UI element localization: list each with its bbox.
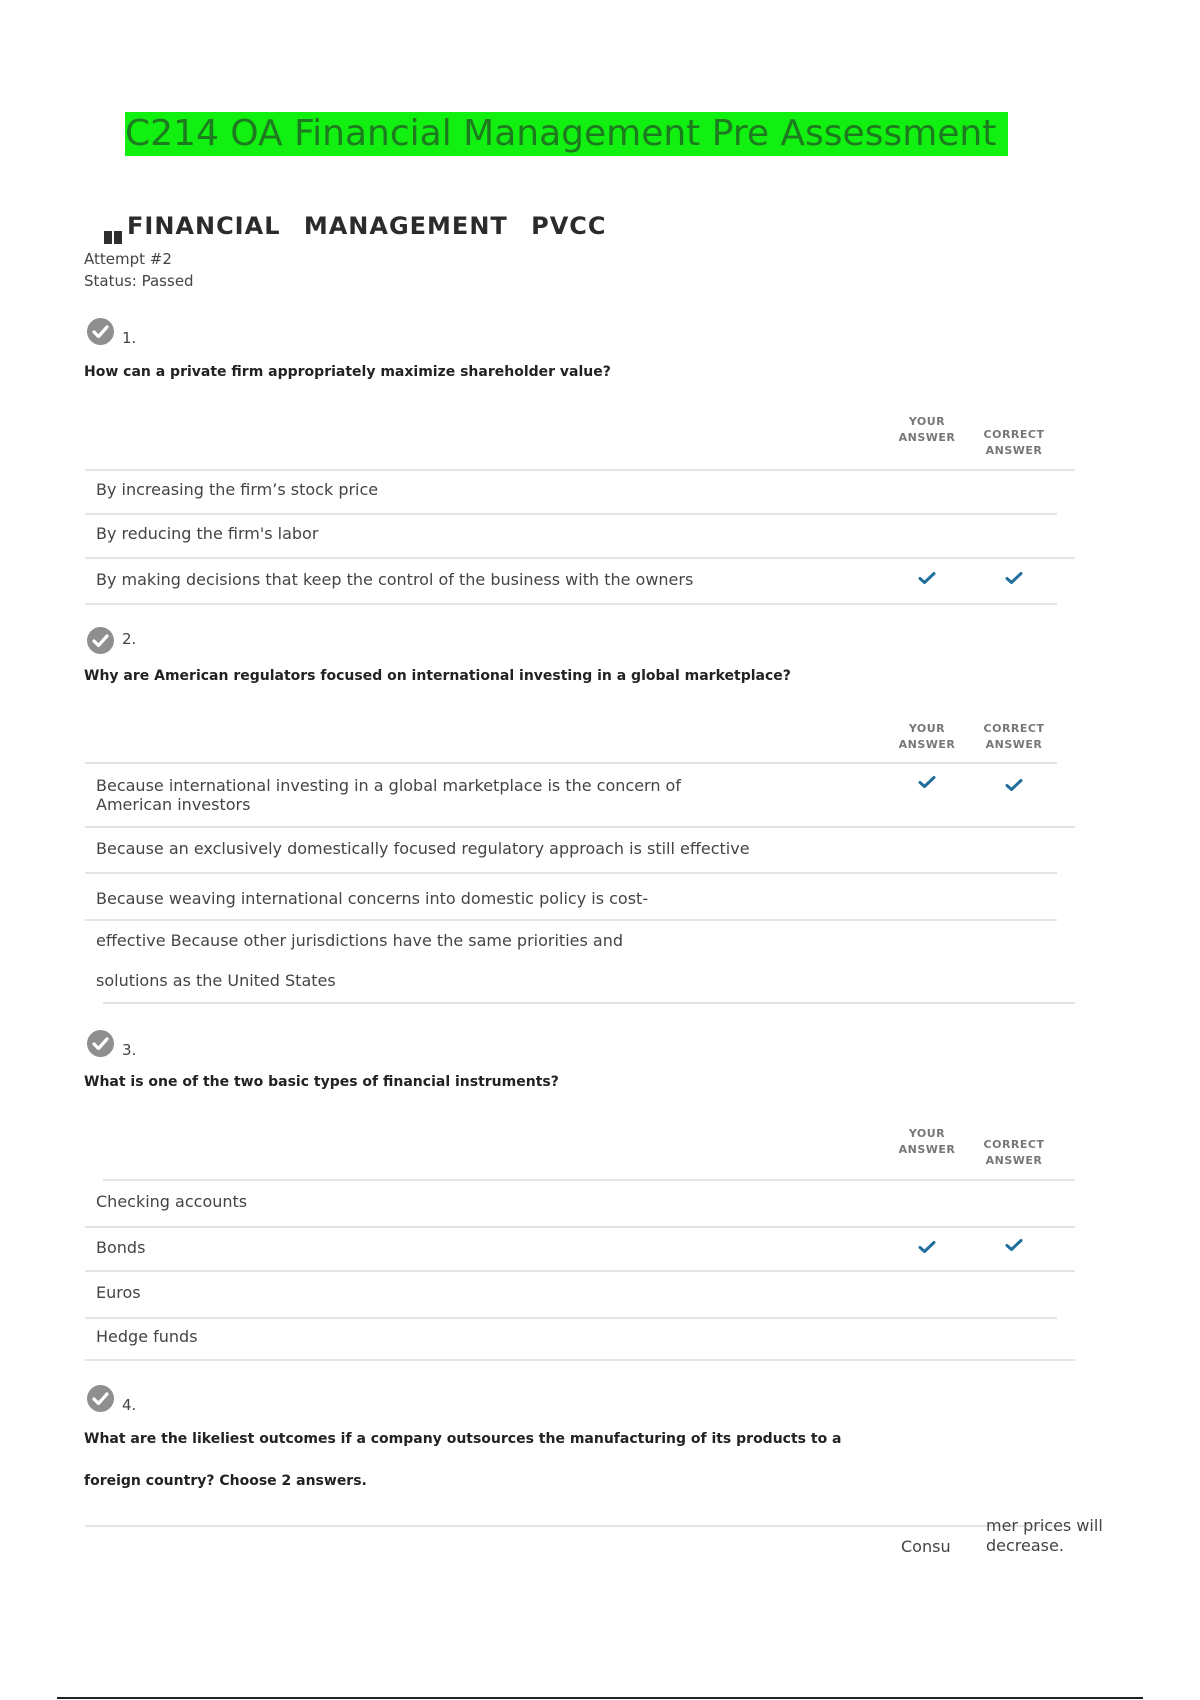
row-divider <box>85 762 1057 764</box>
row-divider <box>85 1226 1075 1228</box>
correct-answer-check-icon <box>1005 778 1023 792</box>
row-divider <box>85 1270 1075 1272</box>
your-answer-check-icon <box>918 1240 936 1254</box>
question-text: Why are American regulators focused on international investing in a global marketplace? <box>84 668 791 684</box>
row-divider <box>85 1359 1075 1361</box>
question-text: foreign country? Choose 2 answers. <box>84 1473 367 1489</box>
document-title: C214 OA Financial Management Pre Assessment <box>125 112 1008 156</box>
page-footer-rule <box>57 1697 1143 1699</box>
answer-option: solutions as the United States <box>96 971 336 990</box>
attempt-status: Status: Passed <box>84 272 194 290</box>
answer-option: By increasing the firm’s stock price <box>96 480 379 499</box>
answer-fragment: decrease. <box>986 1536 1064 1555</box>
row-divider <box>85 513 1057 515</box>
course-title: FINANCIAL MANAGEMENT PVCC <box>127 212 607 240</box>
answer-option: Because international investing in a global marketplace is the concern of American investors <box>96 776 681 814</box>
your-answer-check-icon <box>918 775 936 789</box>
correct-answer-check-icon <box>1005 571 1023 585</box>
answer-fragment: Consu <box>901 1537 951 1556</box>
your-answer-header: YOUR ANSWER <box>898 415 956 444</box>
question-text: What are the likeliest outcomes if a company outsources the manufacturing of its products to a <box>84 1431 842 1447</box>
row-divider <box>85 557 1075 559</box>
question-number: 3. <box>122 1041 137 1059</box>
your-answer-header: YOUR ANSWER <box>898 1127 956 1156</box>
answer-fragment: mer prices will <box>986 1516 1103 1535</box>
question-correct-icon <box>87 1030 114 1057</box>
question-number: 1. <box>122 329 137 347</box>
answer-option: Bonds <box>96 1238 146 1257</box>
answer-option: By reducing the firm's labor <box>96 524 319 543</box>
row-divider <box>85 919 1057 921</box>
row-divider <box>85 826 1075 828</box>
question-correct-icon <box>87 627 114 654</box>
row-divider <box>85 1525 1057 1527</box>
row-divider <box>85 872 1057 874</box>
row-divider <box>85 603 1057 605</box>
question-text: How can a private firm appropriately maximize shareholder value? <box>84 364 611 380</box>
question-text: What is one of the two basic types of financial instruments? <box>84 1074 559 1090</box>
answer-option: Because weaving international concerns into domestic policy is cost- <box>96 889 649 908</box>
your-answer-header: YOUR ANSWER <box>898 722 956 751</box>
row-divider <box>85 1317 1057 1319</box>
answer-option: Hedge funds <box>96 1327 198 1346</box>
answer-option: Checking accounts <box>96 1192 248 1211</box>
question-number: 2. <box>122 630 137 648</box>
answer-option: effective Because other jurisdictions have the same priorities and <box>96 931 623 950</box>
your-answer-check-icon <box>918 571 936 585</box>
answer-option: Because an exclusively domestically focused regulatory approach is still effective <box>96 839 750 858</box>
question-correct-icon <box>87 318 114 345</box>
correct-answer-header: CORRECT ANSWER <box>983 722 1045 751</box>
row-divider <box>103 1002 1075 1004</box>
question-correct-icon <box>87 1385 114 1412</box>
answer-option: Euros <box>96 1283 141 1302</box>
question-number: 4. <box>122 1396 137 1414</box>
row-divider <box>103 1179 1075 1181</box>
row-divider <box>85 469 1075 471</box>
correct-answer-header: CORRECT ANSWER <box>983 1138 1045 1167</box>
course-icon <box>104 231 122 244</box>
correct-answer-header: CORRECT ANSWER <box>983 428 1045 457</box>
correct-answer-check-icon <box>1005 1238 1023 1252</box>
answer-option: By making decisions that keep the control of the business with the owners <box>96 570 694 589</box>
attempt-number: Attempt #2 <box>84 250 172 268</box>
